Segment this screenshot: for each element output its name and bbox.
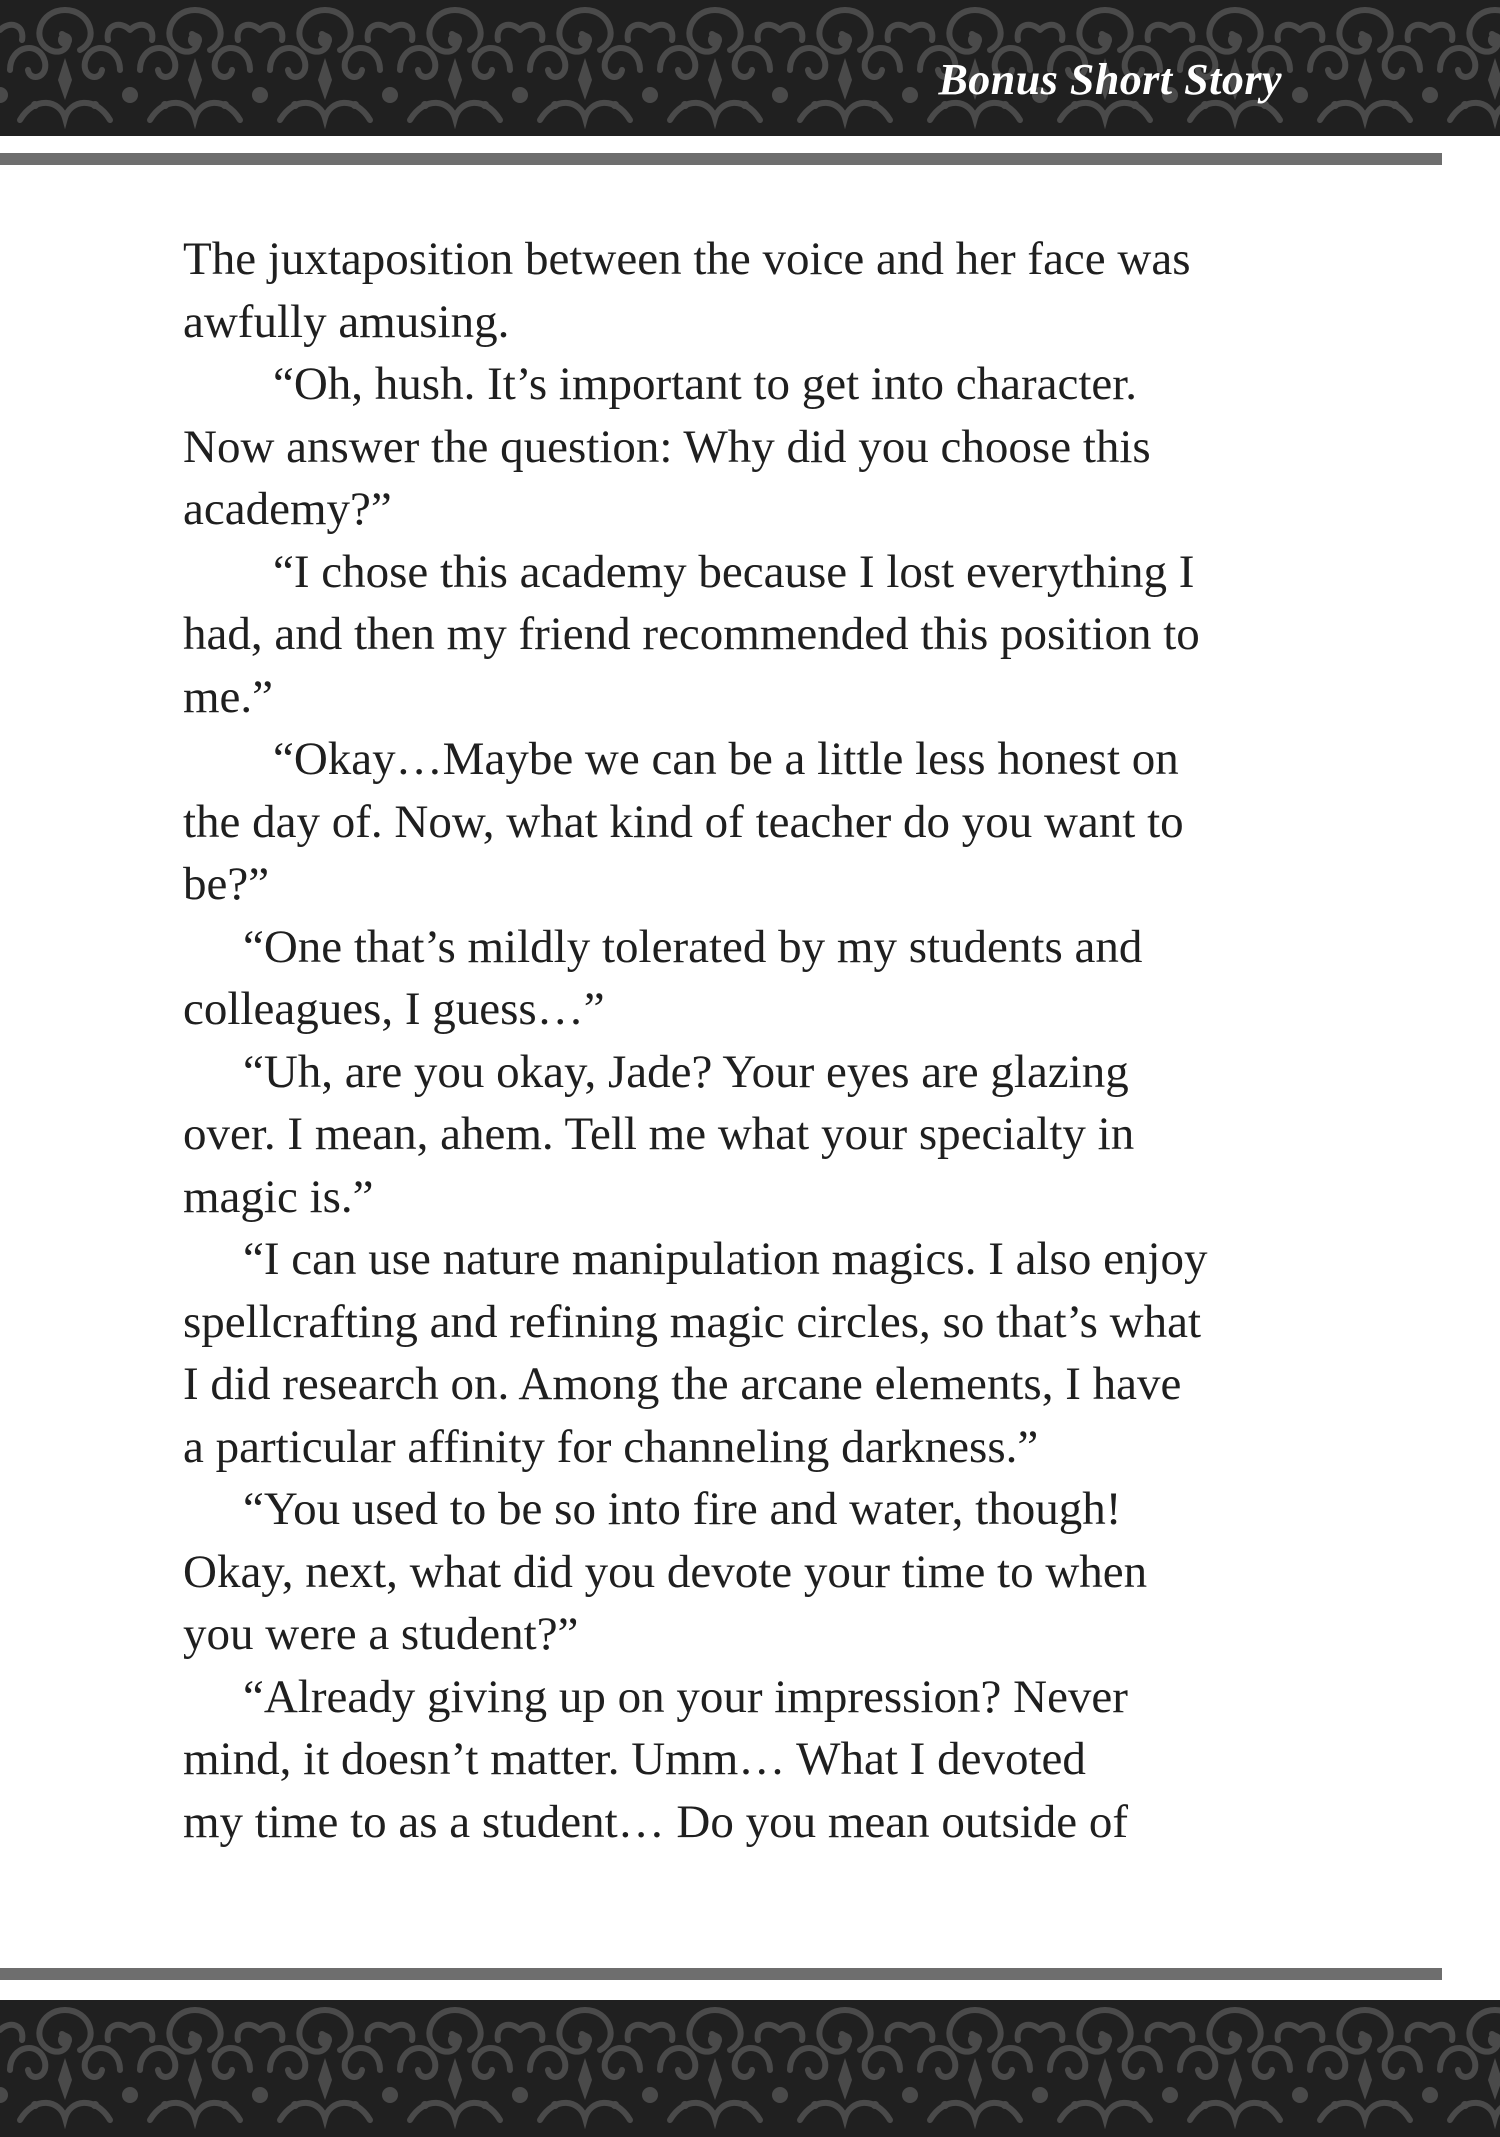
text-line: “Already giving up on your impression? Never: [243, 1670, 1128, 1723]
text-line: mind, it doesn’t matter. Umm… What I devoted: [183, 1733, 1086, 1785]
text-line: the day of. Now, what kind of teacher do you want to: [183, 795, 1184, 848]
story-text: [183, 228, 1373, 1853]
text-line: colleagues, I guess…”: [183, 983, 605, 1035]
page-header-title: Bonus Short Story: [938, 55, 1282, 104]
text-line: “Uh, are you okay, Jade? Your eyes are glazing: [243, 1045, 1129, 1098]
text-line: “Oh, hush. It’s important to get into character.: [273, 358, 1138, 410]
text-line: “Okay…Maybe we can be a little less honest on: [273, 733, 1179, 785]
text-line: magic is.”: [183, 1170, 374, 1223]
header-banner: [0, 0, 1500, 136]
text-line: “I chose this academy because I lost everything I: [273, 545, 1195, 598]
text-line: academy?”: [183, 483, 392, 535]
text-line: The juxtaposition between the voice and her face was: [183, 233, 1191, 285]
text-line: a particular affinity for channeling darkness.”: [183, 1420, 1039, 1473]
text-line: “You used to be so into fire and water, though!: [243, 1483, 1122, 1535]
text-line: “I can use nature manipulation magics. I also enjoy: [243, 1233, 1208, 1285]
text-line: “One that’s mildly tolerated by my students and: [243, 920, 1143, 973]
text-line: be?”: [183, 858, 270, 910]
text-line: you were a student?”: [183, 1608, 579, 1660]
top-divider: [0, 153, 1442, 165]
ornament-damask-icon: [0, 2000, 1500, 2137]
text-line: I did research on. Among the arcane elements, I have: [183, 1358, 1182, 1410]
text-line: over. I mean, ahem. Tell me what your specialty in: [183, 1108, 1135, 1160]
text-line: spellcrafting and refining magic circles, so that’s what: [183, 1295, 1202, 1348]
bottom-divider: [0, 1968, 1442, 1980]
text-line: me.”: [183, 670, 274, 723]
text-line: awfully amusing.: [183, 295, 510, 348]
text-line: Now answer the question: Why did you choose this: [183, 420, 1151, 473]
footer-banner: [0, 2000, 1500, 2137]
text-line: had, and then my friend recommended this position to: [183, 608, 1200, 660]
text-line: Okay, next, what did you devote your time to when: [183, 1545, 1148, 1598]
text-line: my time to as a student… Do you mean outside of: [183, 1795, 1129, 1848]
